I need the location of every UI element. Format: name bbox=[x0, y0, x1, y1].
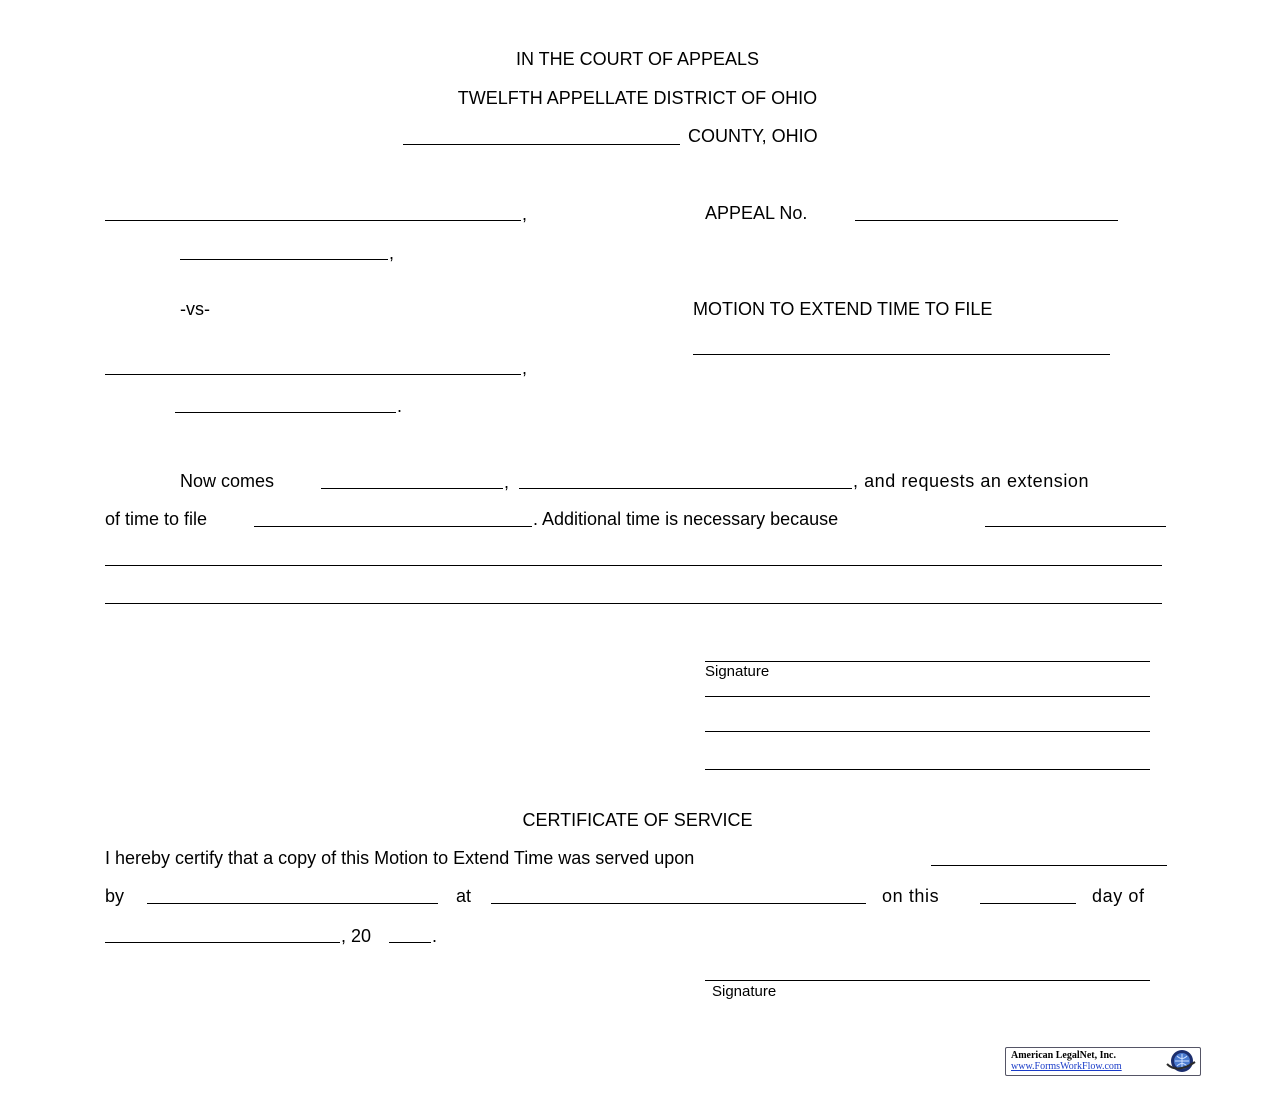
party-role-blank-1[interactable] bbox=[180, 259, 388, 260]
certificate-title: CERTIFICATE OF SERVICE bbox=[522, 810, 753, 830]
party-comma-2: , bbox=[389, 243, 395, 263]
logo-company: American LegalNet, Inc. bbox=[1011, 1050, 1116, 1061]
at-label: at bbox=[456, 886, 472, 906]
party-name-blank-1[interactable] bbox=[105, 220, 521, 221]
logo-url[interactable]: www.FormsWorkFlow.com bbox=[1011, 1061, 1122, 1072]
document-to-file-blank[interactable] bbox=[254, 526, 532, 527]
signature-label: Signature bbox=[705, 663, 770, 680]
motion-subject-blank[interactable] bbox=[693, 354, 1110, 355]
party-comma-3: , bbox=[522, 358, 528, 378]
versus-label: -vs- bbox=[180, 299, 210, 319]
address-line-1[interactable] bbox=[705, 696, 1150, 697]
movant-name-blank[interactable] bbox=[519, 488, 852, 489]
party-name-blank-2[interactable] bbox=[105, 374, 521, 375]
reason-blank-3[interactable] bbox=[105, 603, 1162, 604]
court-heading: IN THE COURT OF APPEALS bbox=[515, 49, 760, 69]
globe-icon bbox=[1164, 1048, 1198, 1074]
year-period: . bbox=[432, 926, 438, 946]
movant-role-blank[interactable] bbox=[321, 488, 503, 489]
appeal-number-blank[interactable] bbox=[855, 220, 1118, 221]
party-comma-1: , bbox=[522, 204, 528, 224]
year-prefix: , 20 bbox=[341, 926, 372, 946]
by-label: by bbox=[105, 886, 125, 906]
certify-text: I hereby certify that a copy of this Motion to Extend Time was served upon bbox=[105, 848, 695, 868]
service-year-blank[interactable] bbox=[389, 942, 431, 943]
requests-extension-text: , and requests an extension bbox=[853, 471, 1090, 491]
certificate-signature-label: Signature bbox=[712, 983, 777, 1000]
served-party-blank[interactable] bbox=[931, 865, 1167, 866]
motion-title: MOTION TO EXTEND TIME TO FILE bbox=[693, 299, 993, 319]
party-period: . bbox=[397, 396, 403, 416]
american-legalnet-logo[interactable] bbox=[1005, 1047, 1201, 1076]
day-of-label: day of bbox=[1092, 886, 1145, 906]
now-comes-text: Now comes bbox=[180, 471, 275, 491]
service-month-blank[interactable] bbox=[105, 942, 340, 943]
reason-blank-2[interactable] bbox=[105, 565, 1162, 566]
district-heading: TWELFTH APPELLATE DISTRICT OF OHIO bbox=[457, 88, 818, 108]
on-this-label: on this bbox=[882, 886, 940, 906]
service-day-blank[interactable] bbox=[980, 903, 1076, 904]
appeal-number-label: APPEAL No. bbox=[705, 203, 808, 223]
party-role-blank-2[interactable] bbox=[175, 412, 396, 413]
county-label: COUNTY, OHIO bbox=[688, 126, 818, 146]
address-line-2[interactable] bbox=[705, 731, 1150, 732]
additional-time-text: . Additional time is necessary because bbox=[533, 509, 839, 529]
address-line-3[interactable] bbox=[705, 769, 1150, 770]
reason-blank-1[interactable] bbox=[985, 526, 1166, 527]
body-comma: , bbox=[504, 472, 510, 492]
signature-line[interactable] bbox=[705, 661, 1150, 662]
service-address-blank[interactable] bbox=[491, 903, 866, 904]
of-time-text: of time to file bbox=[105, 509, 208, 529]
county-blank[interactable] bbox=[403, 144, 680, 145]
service-method-blank[interactable] bbox=[147, 903, 438, 904]
